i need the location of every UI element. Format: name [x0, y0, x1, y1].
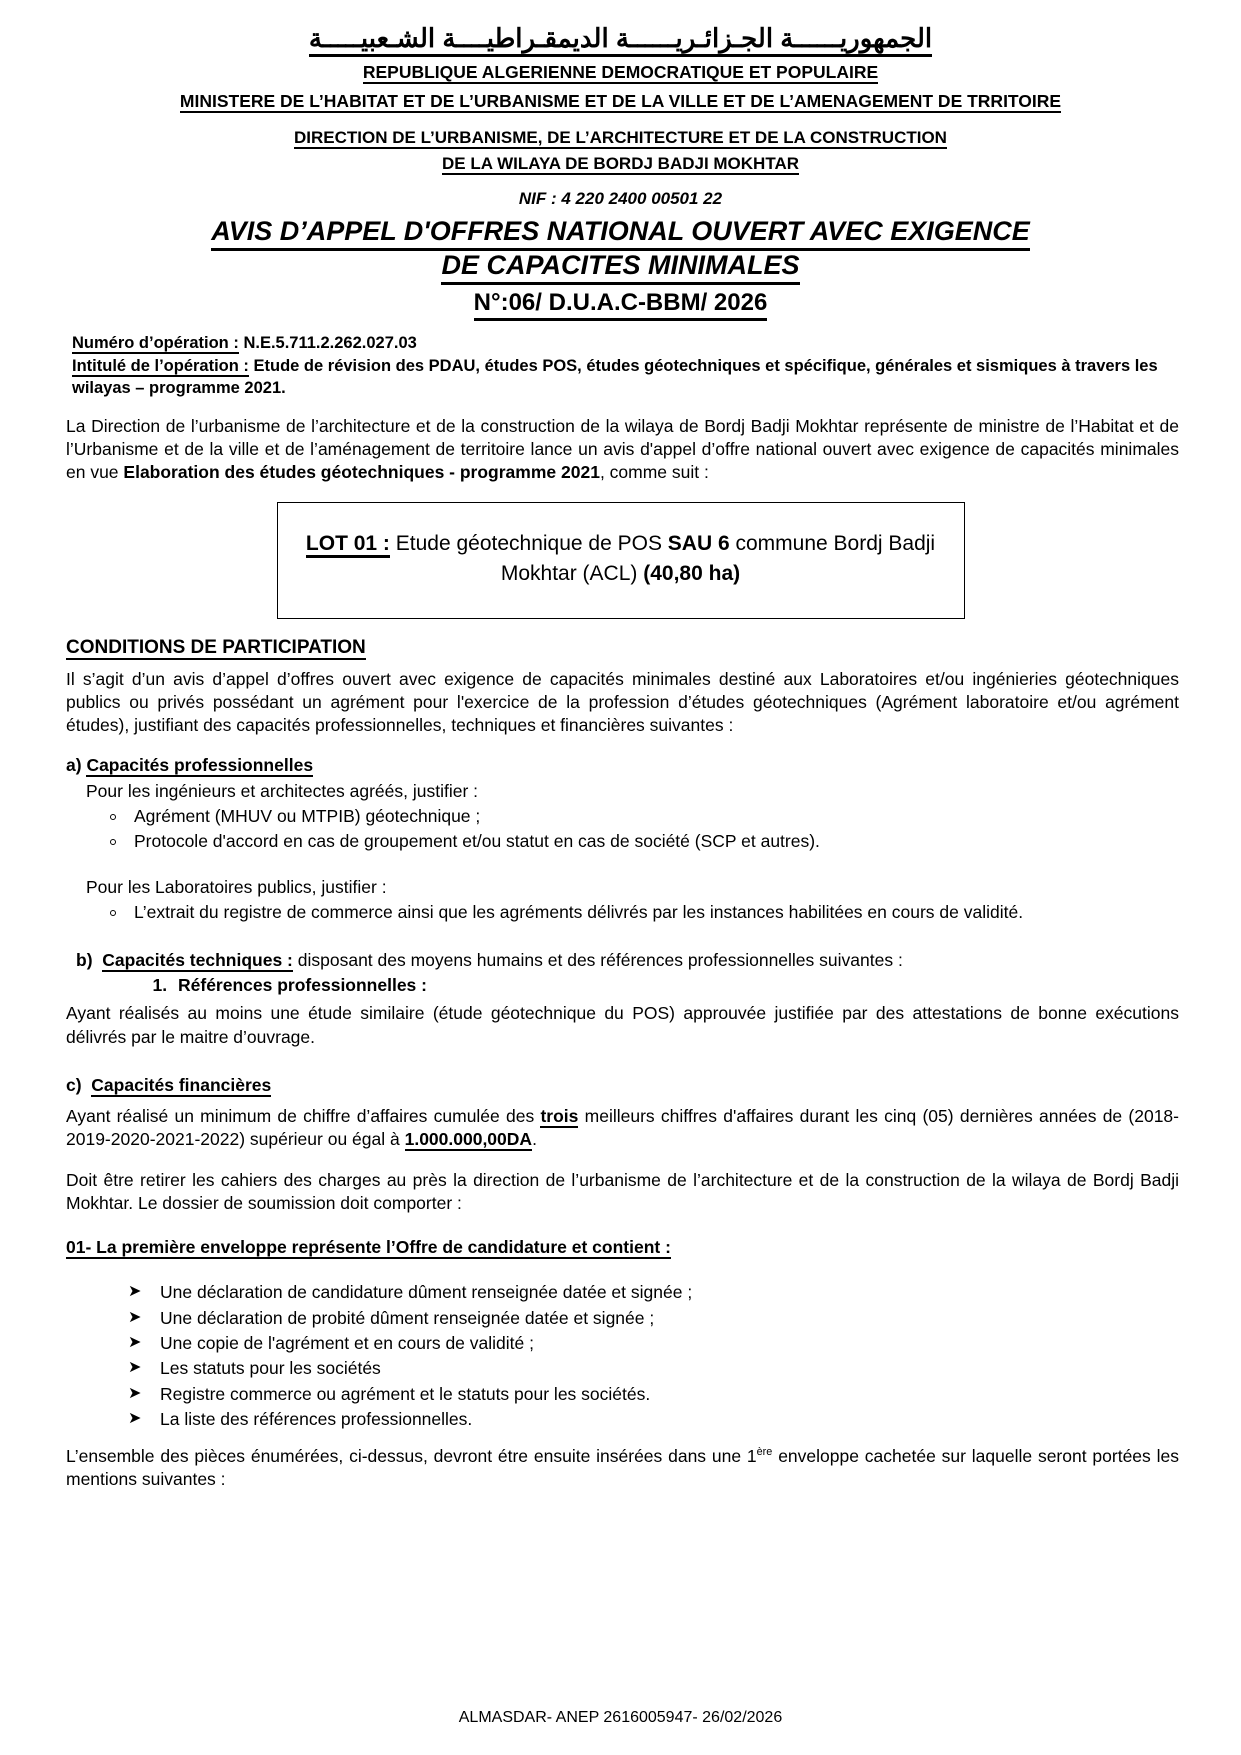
arrow-bullet-icon: ➤	[128, 1306, 142, 1326]
section-c-paragraph	[62, 1105, 1179, 1152]
list-item-label: Une déclaration de candidature dûment renseignée datée et signée ;	[160, 1282, 693, 1303]
lot-box	[277, 502, 965, 619]
section-a-marker: a)	[66, 754, 82, 775]
arrow-bullet-icon: ➤	[128, 1332, 142, 1352]
ministry-text: MINISTERE DE L’HABITAT ET DE L’URBANISME ET DE LA VILLE ET DE L’AMENAGEMENT DE TRRITOIRE	[179, 90, 1062, 111]
list-item	[62, 1382, 1179, 1407]
notice-number-line	[62, 289, 1179, 317]
notice-title-line-1	[62, 216, 1179, 248]
section-c-title: Capacités financières	[91, 1074, 272, 1095]
section-b-title-rest: disposant des moyens humains et des références professionnelles suivantes :	[292, 950, 903, 971]
section-b-marker: b)	[76, 950, 93, 971]
list-item	[62, 1306, 1179, 1331]
arrow-bullet-icon: ➤	[128, 1281, 142, 1301]
operation-title-value: Etude de révision des PDAU, études POS, études géotechniques et spécifique, générales et sismiques à travers les wilayas – programme 2021.	[72, 356, 1158, 397]
lot-bold-1: SAU 6	[667, 531, 730, 555]
section-a-sub-2: Pour les Laboratoires publics, justifier :	[86, 877, 387, 898]
section-b-title: Capacités techniques :	[102, 950, 293, 971]
notice-number-text: N°:06/ D.U.A.C-BBM/ 2026	[474, 289, 768, 321]
operation-number-row	[72, 333, 1179, 355]
closing-part-2: enveloppe cachetée sur laquelle seront portées les mentions suivantes :	[66, 1445, 1179, 1489]
arabic-header	[62, 22, 1179, 55]
list-item-label: Une copie de l'agrément et en cours de validité ;	[160, 1333, 534, 1354]
lot-bold-2: (40,80 ha)	[643, 562, 741, 586]
section-b-heading	[62, 950, 1179, 971]
conditions-heading	[62, 637, 1179, 659]
list-item: Protocole d'accord en cas de groupement et/ou statut en cas de société (SCP et autres).	[62, 830, 1179, 853]
section-b-paragraph: Ayant réalisés au moins une étude similaire (étude géotechnique du POS) approuvée justifiée par des attestations de bonne exécutions délivrés par le maitre d’ouvrage.	[66, 1003, 1179, 1047]
section-c-underline-1: trois	[540, 1105, 579, 1126]
conditions-intro-paragraph: Il s’agit d’un avis d’appel d’offres ouvert avec exigence de capacités minimales destiné aux Laboratoires et/ou ingénieries géotechniques publics ou privés possédant un agrément pour l'exercice de la profession d’études géotechniques (Agrément laboratoire et/ou agrément études), justifiant des capacités professionnelles, techniques et financières suivantes :	[66, 668, 1179, 736]
lot-text-before: Etude géotechnique de POS	[389, 531, 668, 555]
list-item-label: Une déclaration de probité dûment renseignée datée et signée ;	[160, 1307, 655, 1328]
direction-text-1: DIRECTION DE L’URBANISME, DE L’ARCHITECTURE ET DE LA CONSTRUCTION	[294, 127, 947, 147]
operation-number-value: N.E.5.711.2.262.027.03	[243, 333, 417, 352]
enveloppe-closing-paragraph	[62, 1445, 1179, 1492]
arrow-bullet-icon: ➤	[128, 1408, 142, 1428]
list-item	[62, 1356, 1179, 1381]
republic-line	[62, 61, 1179, 84]
operation-title-label: Intitulé de l’opération :	[72, 356, 249, 375]
arabic-header-text: الجمهوريــــــة الجـزائـريــــــة الديمقـراطيــــة الشـعبيـــــة	[309, 23, 932, 57]
list-item-label: Registre commerce ou agrément et le statuts pour les sociétés.	[160, 1383, 651, 1404]
nif-line	[62, 189, 1179, 209]
operation-title-row	[72, 356, 1179, 400]
section-c-part-2: meilleurs chiffres d'affaires durant les cinq (05) dernières années de (2018-2019-2020-2021-2022) supérieur ou égal à	[66, 1105, 1179, 1150]
closing-ordinal: ère	[756, 1445, 773, 1458]
section-c-underline-2: 1.000.000,00DA	[404, 1129, 533, 1150]
list-item: L’extrait du registre de commerce ainsi que les agréments délivrés par les instances habilitées en cours de validité.	[62, 901, 1179, 924]
ministry-line	[62, 90, 1179, 113]
notice-title-text-1: AVIS D’APPEL D'OFFRES NATIONAL OUVERT AVEC EXIGENCE	[211, 216, 1030, 251]
lot-text-mid: commune Bordj Badji Mokhtar (ACL)	[500, 531, 936, 586]
section-c-marker: c)	[66, 1074, 82, 1095]
section-b-numbered-list	[62, 975, 1179, 996]
arrow-bullet-icon: ➤	[128, 1382, 142, 1402]
notice-title-text-2: DE CAPACITES MINIMALES	[441, 250, 799, 285]
intro-paragraph	[62, 415, 1179, 485]
section-c-part-3: .	[532, 1129, 537, 1150]
footer-text: ALMASDAR- ANEP 2616005947- 26/02/2026	[458, 1709, 783, 1726]
intro-bold-1: Elaboration des études géotechniques - programme 2021	[123, 462, 600, 483]
operation-meta	[62, 333, 1179, 400]
direction-text-2: DE LA WILAYA DE BORDJ BADJI MOKHTAR	[441, 154, 800, 174]
list-item	[62, 1280, 1179, 1305]
enveloppe-items-list	[62, 1280, 1179, 1432]
intro-part-1: La Direction de l’urbanisme de l’architecture et de la construction de la wilaya de Bordj Badji Mokhtar représente de ministre de l’Habitat et de l’Urbanisme et de la ville et de l’aménagement de territoire lance un avis d'appel d’offre national ouvert avec exigence de capacités minimales en vue	[66, 415, 1179, 483]
page-footer	[0, 1709, 1241, 1727]
enveloppe-heading-text: 01- La première enveloppe représente l’Offre de candidature et contient :	[66, 1237, 671, 1258]
section-a-title: Capacités professionnelles	[86, 754, 314, 775]
section-a-bullets-2	[62, 901, 1179, 924]
list-item: Agrément (MHUV ou MTPIB) géotechnique ;	[62, 805, 1179, 828]
list-item: 1. Références professionnelles :	[172, 975, 1179, 996]
direction-line-1	[62, 126, 1179, 151]
retrait-paragraph: Doit être retirer les cahiers des charges au près la direction de l’urbanisme de l’architecture et de la construction de la wilaya de Bordj Badji Mokhtar. Le dossier de soumission doit comporter :	[66, 1169, 1179, 1214]
operation-number-label: Numéro d’opération :	[72, 333, 239, 352]
closing-part-1: L’ensemble des pièces énumérées, ci-dessus, devront étre ensuite insérées dans une 1	[66, 1445, 757, 1466]
list-item-label: Les statuts pour les sociétés	[160, 1358, 381, 1379]
enveloppe-heading	[62, 1237, 1179, 1258]
intro-part-2: , comme suit :	[599, 462, 709, 483]
section-a-bullets-1	[62, 805, 1179, 853]
notice-title-line-2	[62, 250, 1179, 282]
arrow-bullet-icon: ➤	[128, 1357, 142, 1377]
list-item	[62, 1407, 1179, 1432]
section-a-sub-1: Pour les ingénieurs et architectes agréés, justifier :	[86, 780, 478, 801]
direction-line-2	[62, 152, 1179, 177]
republic-text: REPUBLIQUE ALGERIENNE DEMOCRATIQUE ET POPULAIRE	[362, 61, 879, 82]
conditions-heading-text: CONDITIONS DE PARTICIPATION	[66, 636, 366, 658]
list-item-label: La liste des références professionnelles.	[160, 1409, 473, 1430]
lot-label: LOT 01 :	[306, 532, 390, 558]
list-item	[62, 1331, 1179, 1356]
section-c-heading	[62, 1075, 1179, 1096]
section-c-part-1: Ayant réalisé un minimum de chiffre d’affaires cumulée des	[66, 1105, 541, 1126]
nif-text: NIF : 4 220 2400 00501 22	[518, 188, 723, 208]
section-a-heading	[62, 755, 1179, 776]
